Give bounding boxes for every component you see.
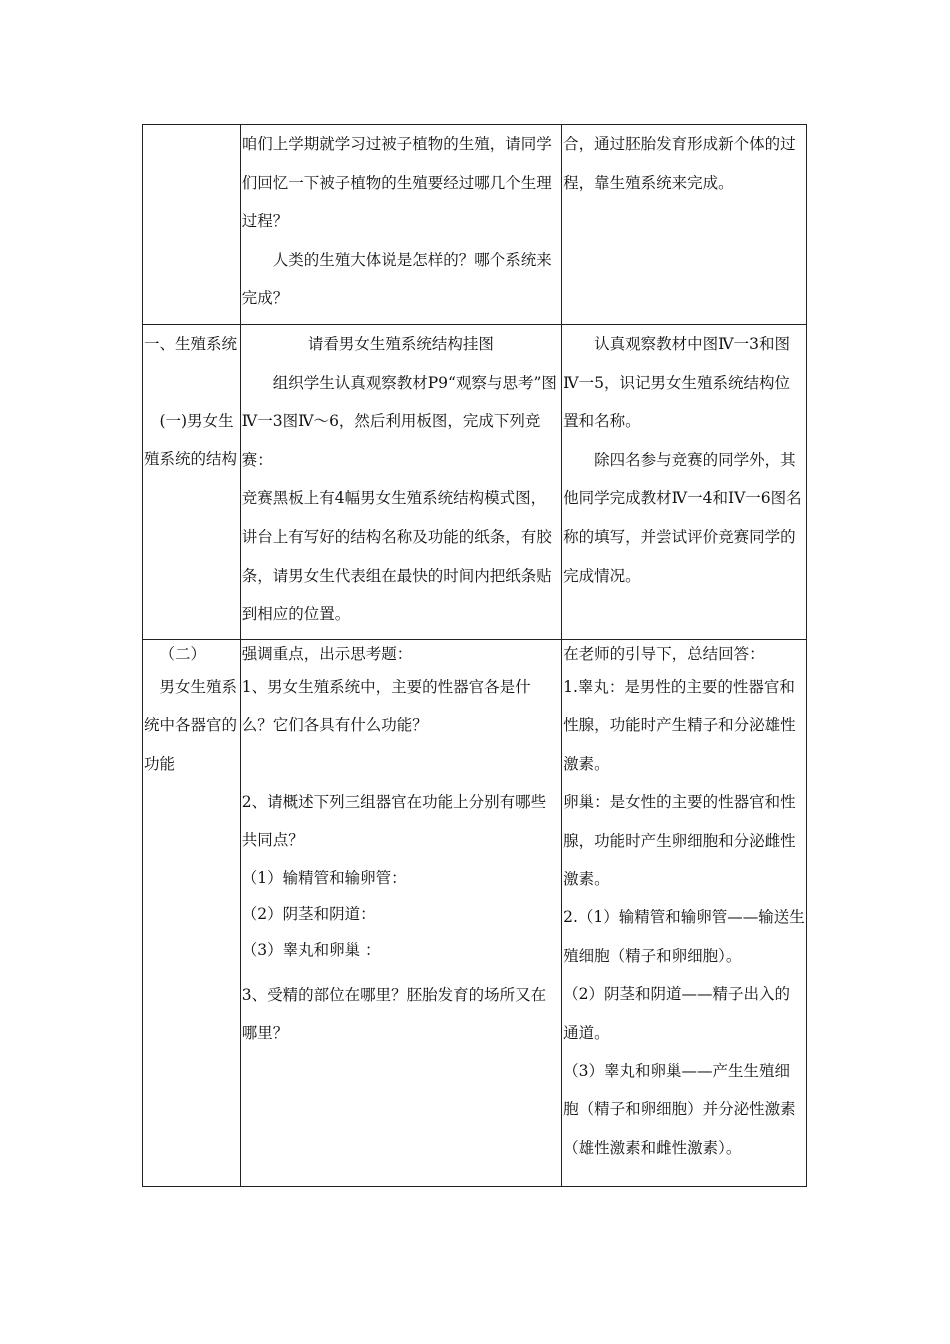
paragraph: 人类的生殖大体说是怎样的？哪个系统来完成？ (241, 250, 552, 308)
paragraph: 合，通过胚胎发育形成新个体的过程，靠生殖系统来完成。 (563, 135, 796, 192)
teacher-activity-cell (240, 325, 561, 640)
spacer (242, 968, 560, 976)
section-cell (143, 640, 241, 1187)
question: 3、受精的部位在哪里？胚胎发育的场所又在哪里？ (241, 985, 547, 1043)
paragraph: 强调重点，出示思考题： (241, 645, 413, 663)
spacer (242, 745, 560, 783)
paragraph: 在老师的引导下，总结回答： (563, 645, 765, 663)
student-activity-cell (562, 640, 807, 1187)
section-cell (143, 325, 241, 640)
lesson-plan-table (142, 124, 807, 1187)
paragraph: 竞赛黑板上有4幅男女生殖系统结构模式图，讲台上有写好的结构名称及功能的纸条，有胶条，请男女生代表组在最快的时间内把纸条贴到相应的位置。 (241, 489, 552, 624)
table-row (143, 125, 807, 325)
question: 1、男女生殖系统中，主要的性器官各是什么？它们各具有什么功能？ (241, 678, 531, 735)
answer: 2.（1）输精管和输卵管——输送生殖细胞（精子和卵细胞）。 (563, 908, 805, 965)
student-activity-cell (562, 325, 807, 640)
answer: 卵巢：是女性的主要的性器官和性腺，功能时产生卵细胞和分泌雌性激素。 (563, 793, 796, 889)
teacher-activity-cell (240, 125, 561, 325)
section-cell (143, 125, 241, 325)
subsection-heading: (一)男女生殖系统的结构 (144, 411, 238, 469)
question-item: （2）阴茎和阴道： (241, 904, 376, 923)
subsection-heading: 男女生殖系统中各器官的功能 (144, 678, 238, 773)
table-row (143, 325, 807, 640)
paragraph: 除四名参与竞赛的同学外，其他同学完成教材Ⅳ一4和IV一6图名称的填写，并尝试评价竞赛同学的完成情况。 (563, 450, 802, 585)
question-item: （1）输精管和输卵管： (241, 868, 407, 887)
answer: （2）阴茎和阴道——精子出入的通道。 (563, 985, 791, 1042)
paragraph: 组织学生认真观察教材P9“观察与思考”图Ⅳ一3图Ⅳ～6，然后利用板图，完成下列竞赛： (241, 373, 557, 469)
paragraph: 认真观察教材中图Ⅳ一3和图Ⅳ一5，识记男女生殖系统结构位置和名称。 (563, 335, 790, 431)
section-heading: 一、生殖系统 (144, 335, 238, 353)
student-activity-cell (562, 125, 807, 325)
teacher-activity-cell (240, 640, 561, 1187)
paragraph: 请看男女生殖系统结构挂图 (307, 335, 494, 353)
subsection-heading: （二） (159, 645, 207, 663)
table-row (143, 640, 807, 1187)
answer: （3）睾丸和卵巢——产生生殖细胞（精子和卵细胞）并分泌性激素（雄性激素和雌性激素）。 (563, 1062, 796, 1157)
question-item: （3）睾丸和卵巢 ： (241, 940, 381, 959)
answer: 1.睾丸：是男性的主要的性器官和性腺，功能时产生精子和分泌雄性激素。 (563, 678, 796, 773)
paragraph: 咱们上学期就学习过被子植物的生殖，请同学们回忆一下被子植物的生殖要经过哪几个生理过程？ (241, 135, 552, 231)
question: 2、请概述下列三组器官在功能上分别有哪些共同点？ (241, 792, 547, 850)
